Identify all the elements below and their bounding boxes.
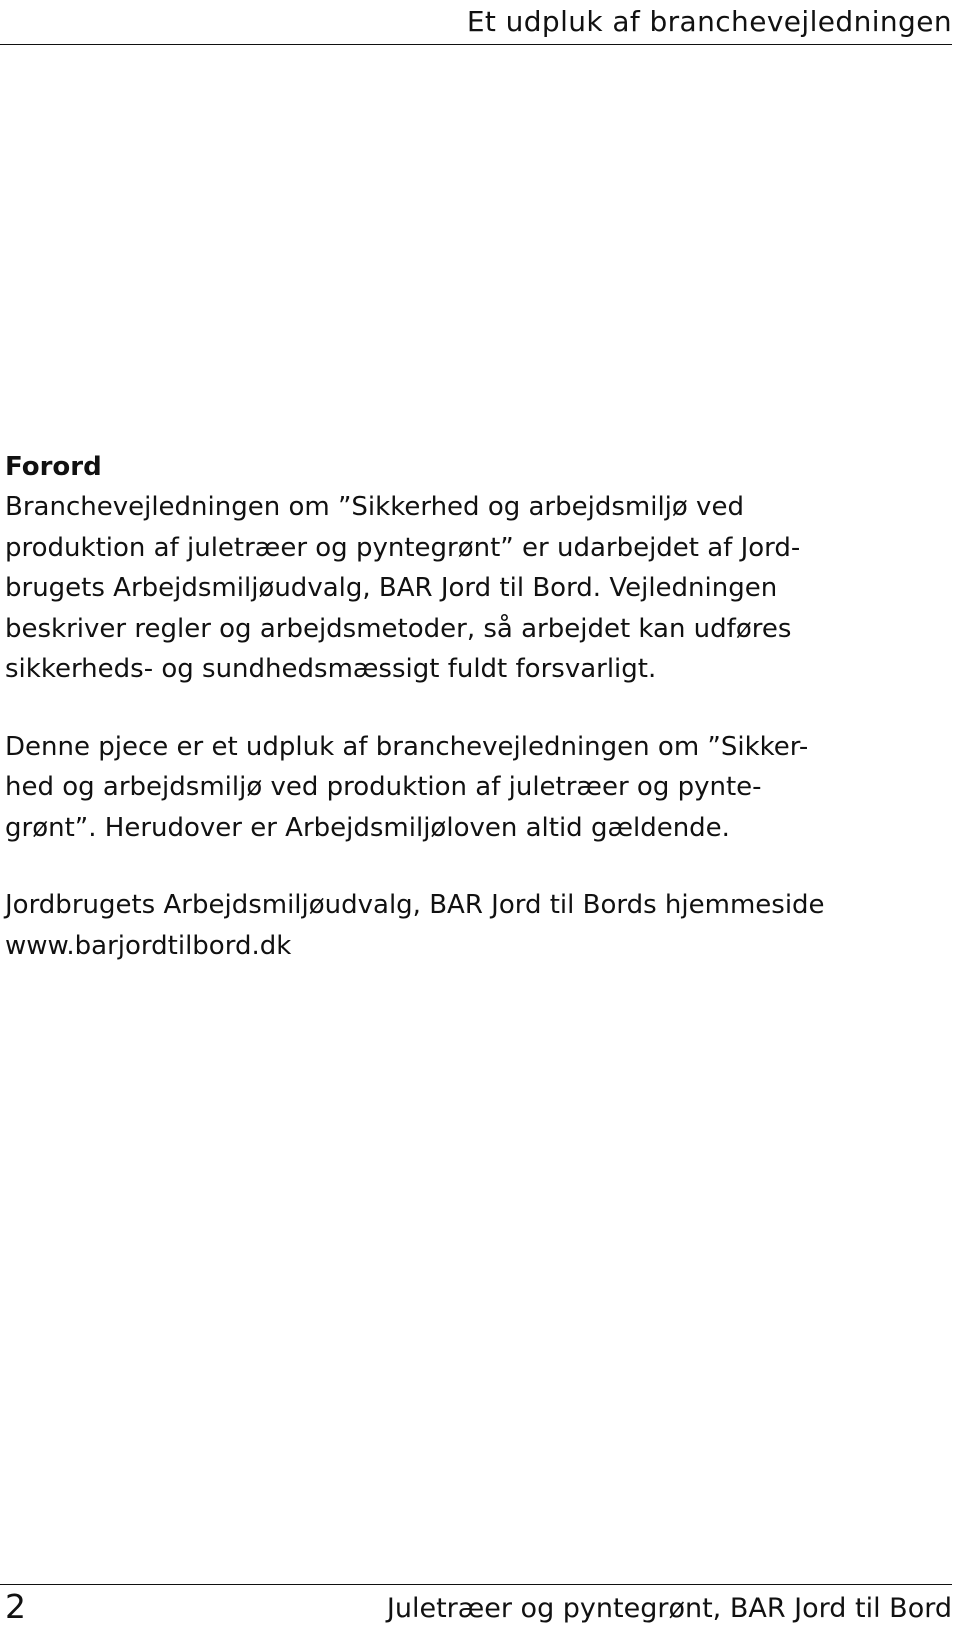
text-line: Denne pjece er et udpluk af branchevejledningen om ”Sikker- xyxy=(5,731,809,762)
section-heading: Forord xyxy=(5,452,102,482)
text-line: brugets Arbejdsmiljøudvalg, BAR Jord til Bord. Vejledningen xyxy=(5,573,778,603)
paragraph-excerpt xyxy=(5,727,950,849)
paragraph-website xyxy=(5,885,950,966)
paragraph-intro xyxy=(5,487,950,690)
website-line xyxy=(5,926,950,967)
running-footer-title: Juletræer og pyntegrønt, BAR Jord til Bord xyxy=(386,1593,952,1624)
text-line: sikkerheds- og sundhedsmæssigt fuldt forsvarligt. xyxy=(5,654,657,684)
text-line: Branchevejledningen om ”Sikkerhed og arbejdsmiljø ved xyxy=(5,492,744,522)
website-link[interactable]: www.barjordtilbord.dk xyxy=(5,930,292,961)
page-number: 2 xyxy=(5,1587,26,1626)
text-line: Jordbrugets Arbejdsmiljøudvalg, BAR Jord til Bords hjemmeside xyxy=(5,890,825,920)
footer-rule xyxy=(0,1584,952,1585)
page-footer xyxy=(0,1584,952,1629)
page-header xyxy=(0,0,952,45)
paragraph-spacer xyxy=(5,690,950,727)
header-rule xyxy=(0,44,952,45)
text-line: produktion af juletræer og pyntegrønt” er udarbejdet af Jord- xyxy=(5,532,801,563)
text-line: beskriver regler og arbejdsmetoder, så arbejdet kan udføres xyxy=(5,613,792,644)
text-line: hed og arbejdsmiljø ved produktion af juletræer og pynte- xyxy=(5,772,762,802)
paragraph-spacer xyxy=(5,848,950,885)
running-header-title: Et udpluk af branchevejledningen xyxy=(466,5,952,38)
forord-section xyxy=(5,447,950,966)
text-line: grønt”. Herudover er Arbejdsmiljøloven altid gældende. xyxy=(5,812,730,843)
